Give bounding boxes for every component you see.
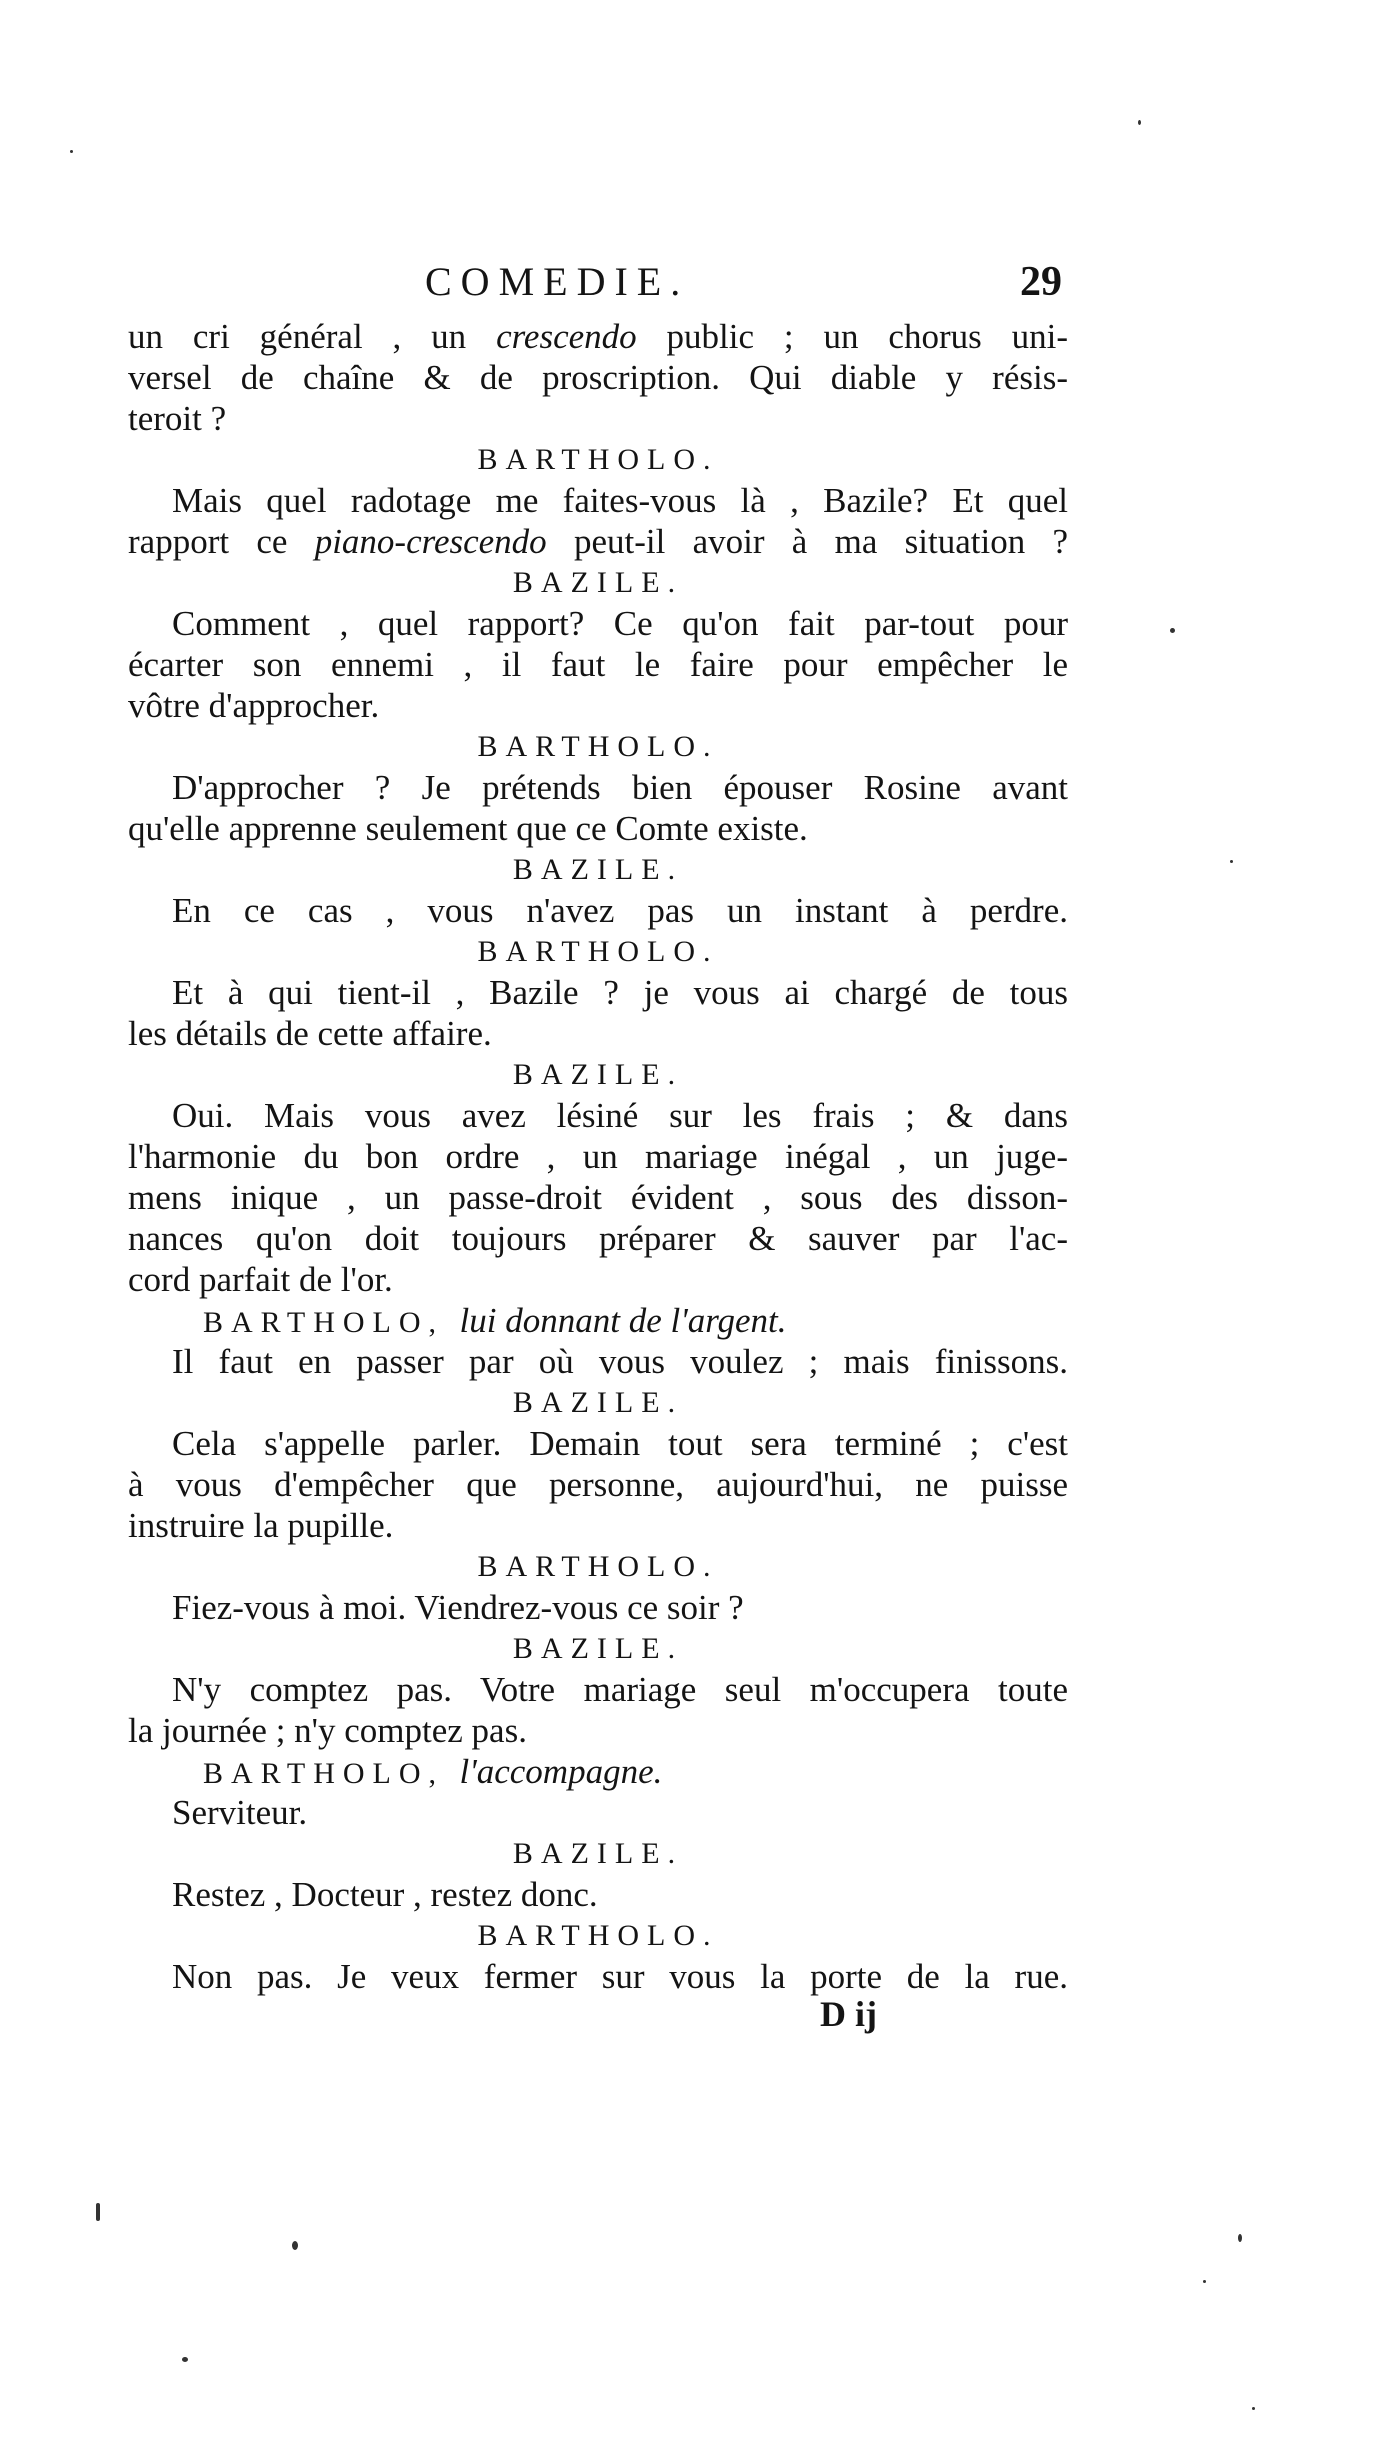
speaker-name: BAZILE. [512,853,684,886]
text-segment: Serviteur. [172,1793,308,1832]
italic-term: piano-crescendo [314,522,547,561]
text-segment: N'y comptez pas. Votre mariage seul m'occupera toute [172,1670,1068,1709]
text-line [128,316,1068,357]
speaker-name: BARTHOLO, [203,1757,460,1790]
speaker-name: BAZILE. [512,1058,684,1091]
text-segment: à vous d'empêcher que personne, aujourd'hui, ne puisse [128,1465,1068,1504]
text-segment: versel de chaîne & de proscription. Qui diable y résis- [128,358,1068,397]
speaker-name: BAZILE. [512,1837,684,1870]
running-title: COMEDIE. [425,259,690,304]
speaker-name: BAZILE. [512,566,684,599]
text-segment: Oui. Mais vous avez lésiné sur les frais ; & dans [172,1096,1068,1135]
text-segment: Et à qui tient-il , Bazile ? je vous ai chargé de tous [172,973,1068,1012]
text-line [128,1259,1068,1300]
text-segment: mens inique , un passe-droit évident , sous des disson- [128,1178,1068,1217]
text-segment: Non pas. Je veux fermer sur vous la porte de la rue. [172,1957,1068,1996]
text-segment: peut-il avoir à ma situation ? [546,522,1069,561]
text-segment: public ; un chorus uni- [636,317,1068,356]
text-segment: instruire la pupille. [128,1506,394,1545]
text-line [128,1177,1068,1218]
text-segment: rapport ce [128,522,315,561]
text-segment: les détails de cette affaire. [128,1014,492,1053]
text-line [128,603,1068,644]
text-segment: l'harmonie du bon ordre , un mariage inégal , un juge- [128,1137,1068,1176]
text-segment: teroit ? [128,399,227,438]
stage-direction: lui donnant de l'argent. [459,1301,787,1340]
speaker-name: BARTHOLO. [477,935,719,968]
italic-term: crescendo [496,317,637,356]
text-segment: Mais quel radotage me faites-vous là , Bazile? Et quel [172,481,1068,520]
text-line [128,480,1068,521]
speaker-with-direction [128,1751,1068,1792]
text-segment: D'approcher ? Je prétends bien épouser Rosine avant [172,768,1068,807]
text-segment: En ce cas , vous n'avez pas un instant à perdre. [172,891,1068,930]
page-number: 29 [1020,259,1062,305]
stage-direction: l'accompagne. [459,1752,663,1791]
text-line [128,644,1068,685]
text-line [128,767,1068,808]
signature-mark: D ij [820,1994,877,2034]
text-line [128,1874,1068,1915]
text-segment: un cri général , un [128,317,497,356]
text-line [128,357,1068,398]
text-segment: Comment , quel rapport? Ce qu'on fait par-tout pour [172,604,1068,643]
text-line [128,1464,1068,1505]
text-line [128,1587,1068,1628]
text-line [128,398,1068,439]
text-line [128,1710,1068,1751]
speaker-name: BARTHOLO. [477,1550,719,1583]
text-line [128,1956,1068,1997]
text-segment: nances qu'on doit toujours préparer & sauver par l'ac- [128,1219,1068,1258]
speaker-name: BAZILE. [512,1386,684,1419]
text-segment: écarter son ennemi , il faut le faire pour empêcher le [128,645,1068,684]
text-segment: qu'elle apprenne seulement que ce Comte existe. [128,809,808,848]
speaker-name: BARTHOLO. [477,443,719,476]
text-segment: vôtre d'approcher. [128,686,380,725]
text-line [128,1136,1068,1177]
speaker-name: BAZILE. [512,1632,684,1665]
text-line [128,1423,1068,1464]
text-line [128,1013,1068,1054]
speaker-with-direction [128,1300,1068,1341]
text-segment: Restez , Docteur , restez donc. [172,1875,598,1914]
text-line [128,1095,1068,1136]
text-line [128,808,1068,849]
text-line [128,1341,1068,1382]
speaker-name: BARTHOLO. [477,1919,719,1952]
text-segment: cord parfait de l'or. [128,1260,393,1299]
speaker-name: BARTHOLO, [203,1306,460,1339]
text-line [128,1792,1068,1833]
text-segment: la journée ; n'y comptez pas. [128,1711,527,1750]
text-line [128,890,1068,931]
text-line [128,685,1068,726]
play-text [128,316,1068,1997]
text-segment: Fiez-vous à moi. Viendrez-vous ce soir ? [172,1588,744,1627]
text-line [128,1669,1068,1710]
text-segment: Cela s'appelle parler. Demain tout sera terminé ; c'est [172,1424,1068,1463]
speaker-name: BARTHOLO. [477,730,719,763]
text-line [128,521,1068,562]
text-line [128,1218,1068,1259]
page-header [0,258,1380,314]
text-segment: Il faut en passer par où vous voulez ; mais finissons. [172,1342,1068,1381]
text-line [128,1505,1068,1546]
text-line [128,972,1068,1013]
